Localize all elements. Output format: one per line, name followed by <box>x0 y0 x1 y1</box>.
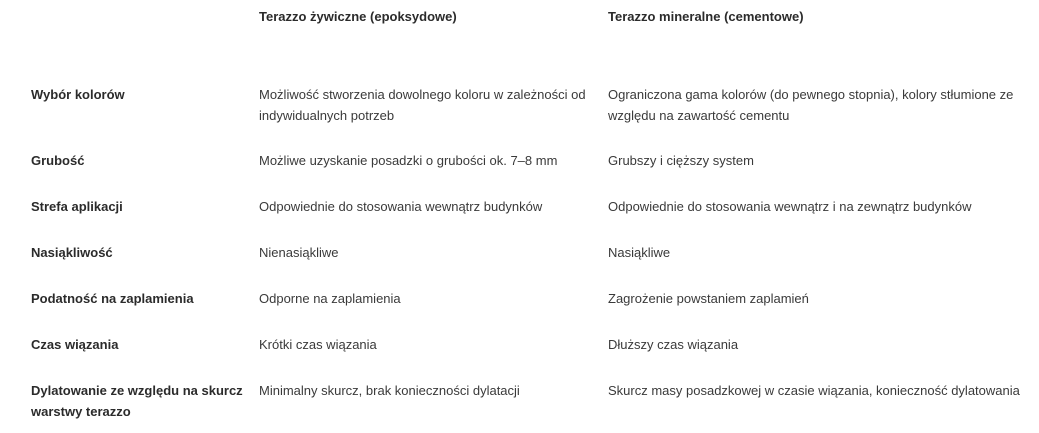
row-label-thickness: Grubość <box>31 153 85 168</box>
row-label-colors: Wybór kolorów <box>31 87 125 102</box>
cell-epoxy-colors: Możliwość stworzenia dowolnego koloru w zależności od indywidualnych potrzeb <box>259 87 586 123</box>
cell-mineral-setting-time: Dłuższy czas wiązania <box>608 337 739 352</box>
cell-epoxy-thickness: Możliwe uzyskanie posadzki o grubości ok. 7–8 mm <box>259 153 558 168</box>
cell-mineral-application-zone: Odpowiednie do stosowania wewnątrz i na zewnątrz budynków <box>608 199 972 214</box>
column-header-epoxy: Terazzo żywiczne (epoksydowe) <box>259 9 457 24</box>
cell-mineral-colors: Ograniczona gama kolorów (do pewnego stopnia), kolory stłumione ze względu na zawartość cementu <box>608 87 1014 123</box>
cell-epoxy-absorbency: Nienasiąkliwe <box>259 245 339 260</box>
cell-mineral-staining: Zagrożenie powstaniem zaplamień <box>608 291 809 306</box>
cell-epoxy-staining: Odporne na zaplamienia <box>259 291 401 306</box>
column-header-mineral: Terazzo mineralne (cementowe) <box>608 9 804 24</box>
cell-epoxy-application-zone: Odpowiednie do stosowania wewnątrz budynków <box>259 199 543 214</box>
cell-mineral-expansion-joints: Skurcz masy posadzkowej w czasie wiązania, konieczność dylatowania <box>608 383 1020 398</box>
row-label-application-zone: Strefa aplikacji <box>31 199 123 214</box>
row-label-staining: Podatność na zaplamienia <box>31 291 194 306</box>
row-label-expansion-joints: Dylatowanie ze względu na skurcz warstwy terazzo <box>31 383 243 419</box>
cell-mineral-absorbency: Nasiąkliwe <box>608 245 671 260</box>
row-label-absorbency: Nasiąkliwość <box>31 245 113 260</box>
cell-epoxy-expansion-joints: Minimalny skurcz, brak konieczności dylatacji <box>259 383 520 398</box>
cell-mineral-thickness: Grubszy i cięższy system <box>608 153 754 168</box>
row-label-setting-time: Czas wiązania <box>31 337 119 352</box>
cell-epoxy-setting-time: Krótki czas wiązania <box>259 337 377 352</box>
